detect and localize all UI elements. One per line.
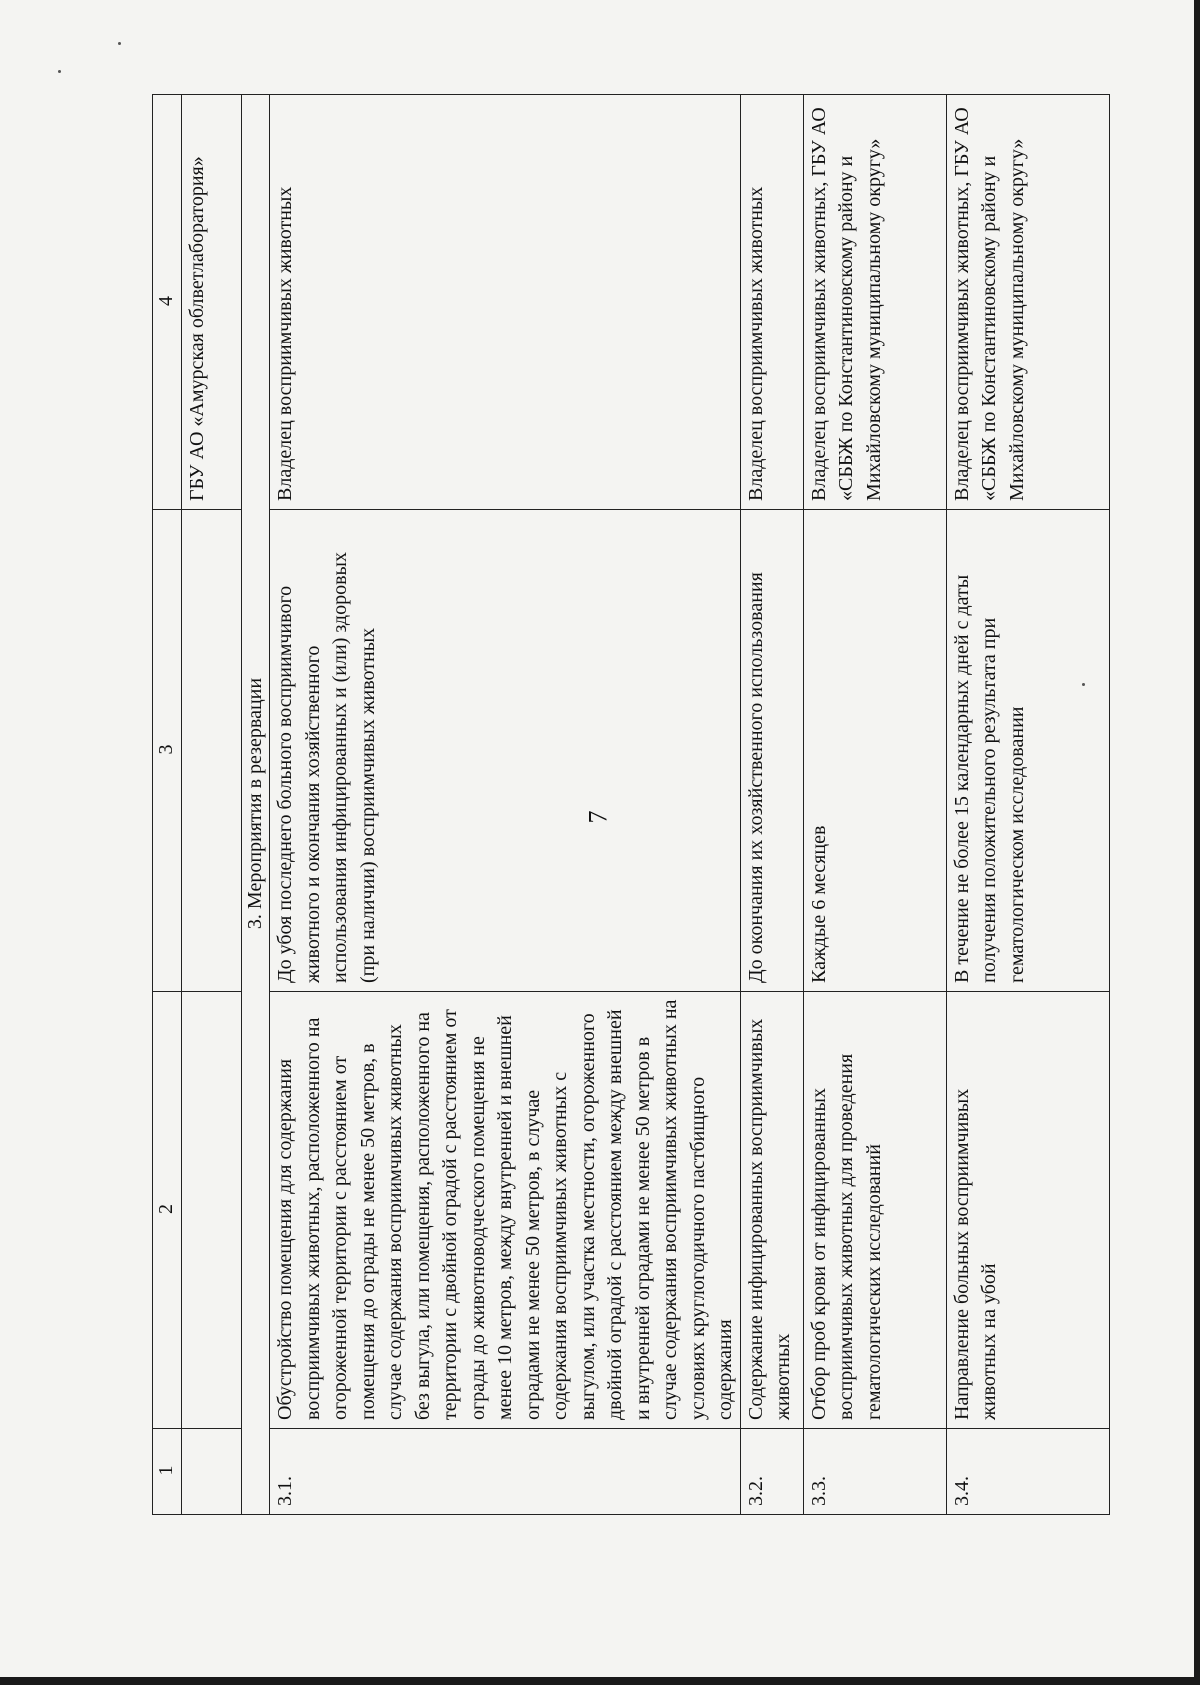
table-row [803, 95, 946, 1515]
measure-cell: Отбор проб крови от инфицированных восприимчивых животных для проведения гематологических исследований [803, 992, 946, 1429]
responsible-cell: Владелец восприимчивых животных [740, 95, 803, 510]
term-cell: До убоя последнего больного восприимчивого животного и окончания хозяйственного использования инфицированных и (или) здоровых (при наличии) восприимчивых животных [270, 510, 741, 992]
scan-speck [58, 70, 61, 73]
responsible-cell: Владелец восприимчивых животных, ГБУ АО «СББЖ по Константиновскому району и Михайловскому муниципальному округу» [803, 95, 946, 510]
scan-speck [118, 42, 121, 45]
row-number: 3.3. [803, 1429, 946, 1515]
header-col-4: 4 [153, 95, 182, 510]
header-col-2: 2 [153, 992, 182, 1429]
rotated-table-container [152, 95, 1137, 1515]
table-row [740, 95, 803, 1515]
responsible-cell: ГБУ АО «Амурская облветлаборатория» [181, 95, 241, 510]
row-number: 3.2. [740, 1429, 803, 1515]
measure-cell: Направление больных восприимчивых животных на убой [946, 992, 1109, 1429]
term-cell: В течение не более 15 календарных дней с даты получения положительного результата при гематологическом исследовании [946, 510, 1109, 992]
cell-empty [181, 992, 241, 1429]
table-row [270, 95, 741, 1515]
measures-table [152, 94, 1110, 1515]
section-row [241, 95, 270, 1515]
header-row [153, 95, 182, 1515]
table-row [946, 95, 1109, 1515]
row-number: 3.1. [270, 1429, 741, 1515]
measure-cell: Содержание инфицированных восприимчивых животных [740, 992, 803, 1429]
section-title: 3. Мероприятия в резервации [241, 95, 270, 1515]
header-col-1: 1 [153, 1429, 182, 1515]
scan-edge-bottom [0, 1677, 1200, 1685]
measure-cell: Обустройство помещения для содержания восприимчивых животных, расположенного на огороженной территории с расстоянием от помещения до ограды не менее 50 метров, в случае содержания восприимчивых животных без выгула, или помещения, расположенного на территории с двойной оградой с расстоянием от ограды до животноводческого помещения не менее 10 метров, между внутренней и внешней оградами не менее 50 метров, в случае содержания восприимчивых животных с выгулом, или участка местности, огороженного двойной оградой с расстоянием между внешней и внутренней оградами не менее 50 метров в случае содержания восприимчивых животных на условиях круглогодичного пастбищного содержания [270, 992, 741, 1429]
term-cell: Каждые 6 месяцев [803, 510, 946, 992]
page-number: 7 [583, 810, 613, 824]
term-cell: До окончания их хозяйственного использования [740, 510, 803, 992]
table-row [181, 95, 241, 1515]
cell-empty [181, 1429, 241, 1515]
responsible-cell: Владелец восприимчивых животных [270, 95, 741, 510]
scan-edge-right [1194, 0, 1200, 1685]
cell-empty [181, 510, 241, 992]
row-number: 3.4. [946, 1429, 1109, 1515]
responsible-cell: Владелец восприимчивых животных, ГБУ АО «СББЖ по Константиновскому району и Михайловскому муниципальному округу» [946, 95, 1109, 510]
header-col-3: 3 [153, 510, 182, 992]
